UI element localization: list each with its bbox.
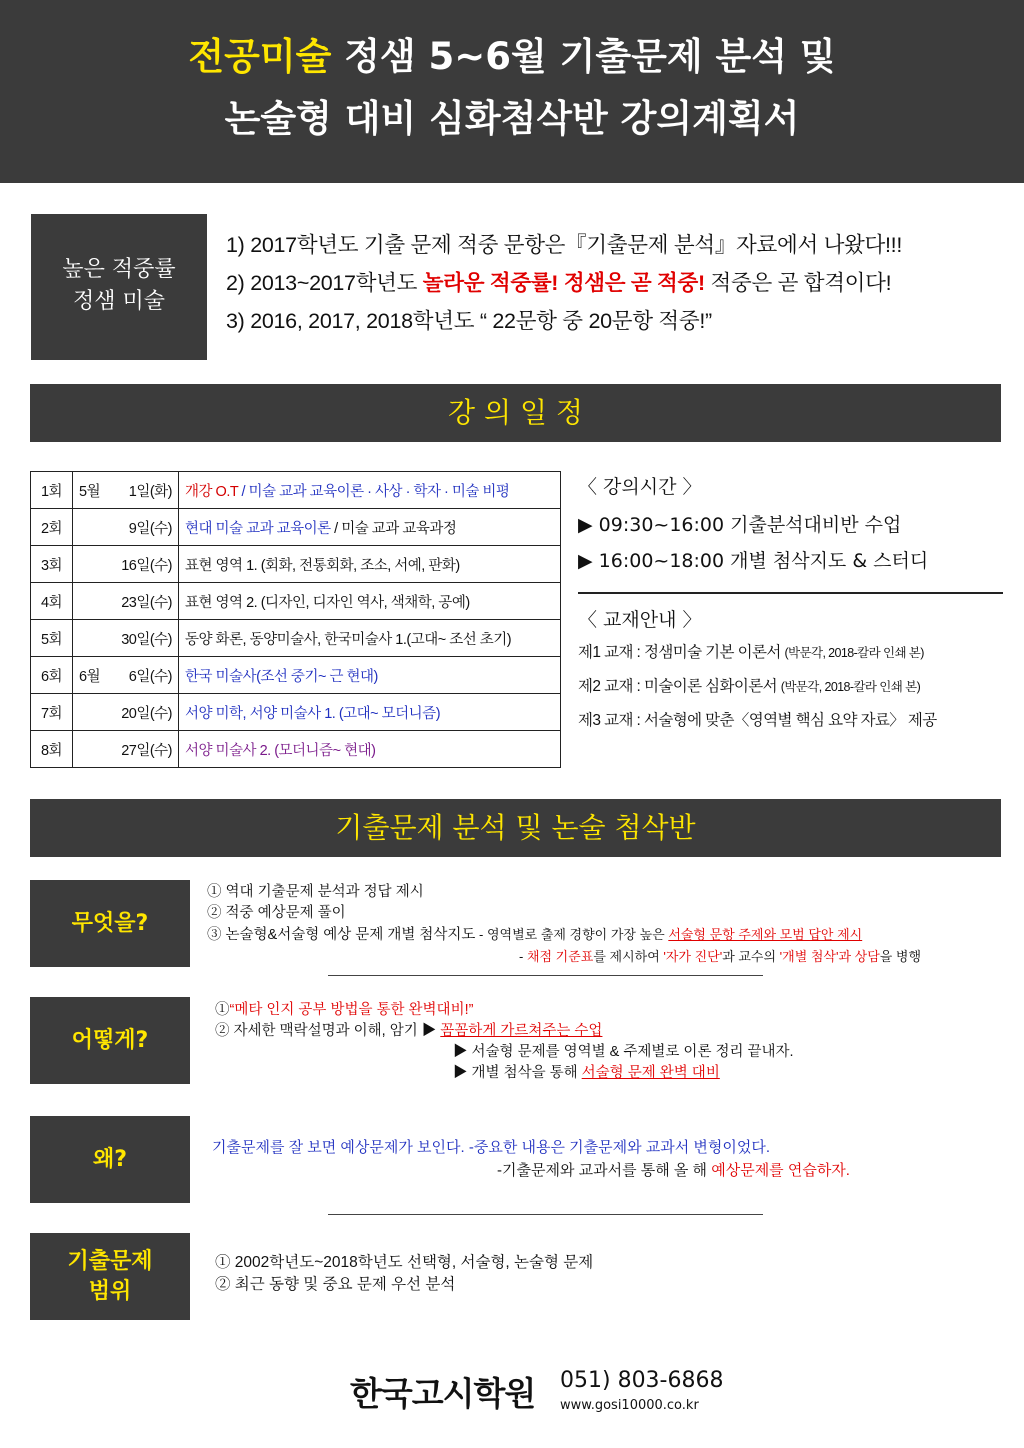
- schedule-date: [73, 657, 179, 694]
- textbook-row-2: [578, 670, 1024, 704]
- highlight-line-2-red: 놀라운 적중률! 정샘은 곧 적중!: [422, 271, 705, 295]
- why-line-1: [212, 1136, 850, 1159]
- what-line-3-note: - 영역별로 출제 경향이 가장 높은: [475, 927, 669, 942]
- textbook-info: [578, 604, 1024, 737]
- schedule-day: 20일(수): [121, 705, 172, 722]
- highlight-line-2: [226, 264, 1016, 302]
- what-line-1: ① 역대 기출문제 분석과 정답 제시: [207, 884, 424, 900]
- schedule-day: 27일(수): [121, 742, 172, 759]
- schedule-row: [31, 657, 561, 694]
- header-title-line1: [0, 34, 1024, 80]
- why-line-2-main: -기출문제와 교과서를 통해 올 해: [497, 1162, 712, 1179]
- range-line-1: ① 2002학년도~2018학년도 선택형, 서술형, 논술형 문제: [215, 1254, 594, 1271]
- what-line-2: ② 적중 예상문제 풀이: [207, 905, 346, 921]
- schedule-month: 5월: [79, 483, 101, 500]
- schedule-topic-text: 현대 미술 교과 교육이론: [185, 520, 331, 537]
- schedule-session-number: 4회: [31, 583, 73, 620]
- highlight-line-3: 3) 2016, 2017, 2018학년도 “ 22문항 중 20문항 적중!”: [226, 309, 712, 333]
- schedule-topic-text: 동양 화론, 동양미술사, 한국미술사 1.(고대~ 조선 초기): [185, 631, 512, 648]
- schedule-date: [73, 731, 179, 768]
- schedule-topic: [179, 583, 561, 620]
- what-line-4: [207, 946, 921, 967]
- schedule-topic: [179, 657, 561, 694]
- divider: [328, 1214, 763, 1215]
- range-label-line-1: 기출문제: [67, 1249, 153, 1274]
- range-label: [30, 1233, 190, 1320]
- what-line-3-red: 서술형 문항 주제와 모범 답안 제시: [668, 927, 863, 942]
- lecture-time-info: [578, 471, 1008, 579]
- schedule-topic-text: 표현 영역 2. (디자인, 디자인 역사, 색채학, 공예): [185, 594, 470, 611]
- schedule-topic-text: 서양 미술사 2. (모더니즘~ 현대): [185, 742, 376, 759]
- textbook-2-name: 제2 교재 : 미술이론 심화이론서: [578, 678, 781, 695]
- accuracy-highlights: [226, 226, 1016, 340]
- lecture-time-row-2: ▶ 16:00~18:00 개별 첨삭지도 & 스터디: [578, 550, 929, 572]
- why-line-1-blue: 기출문제를 잘 보면 예상문제가 보인다.: [212, 1139, 465, 1156]
- what-line-4-mid-2: 과 교수의: [722, 949, 780, 964]
- accuracy-label-box: [31, 214, 207, 360]
- schedule-topic: [179, 472, 561, 509]
- schedule-session-number: 6회: [31, 657, 73, 694]
- academy-phone: 051) 803-6868: [560, 1368, 724, 1393]
- how-line-1-red: “메타 인지 공부 방법을 통한 완벽대비!”: [229, 1002, 474, 1018]
- what-line-4-suffix: 을 병행: [879, 949, 922, 964]
- schedule-day: 23일(수): [121, 594, 172, 611]
- schedule-topic: [179, 620, 561, 657]
- schedule-row: [31, 694, 561, 731]
- why-content: [212, 1136, 850, 1182]
- accuracy-label-line2: 정샘 미술: [72, 289, 165, 314]
- academy-url[interactable]: www.gosi10000.co.kr: [560, 1398, 699, 1413]
- schedule-topic: [179, 731, 561, 768]
- how-content: [215, 1000, 794, 1084]
- what-line-4-mid-1: 를 제시하여: [593, 949, 664, 964]
- divider: [328, 975, 763, 976]
- academy-logo: 한국고시학원: [350, 1374, 536, 1413]
- accuracy-label-line1: 높은 적중률: [62, 257, 176, 282]
- how-line-1: [215, 1000, 794, 1021]
- what-line-3-main: ③ 논술형&서술형 예상 문제 개별 첨삭지도: [207, 927, 476, 943]
- schedule-topic-text: 한국 미술사(조선 중기~ 근 현대): [185, 668, 378, 685]
- schedule-date: [73, 509, 179, 546]
- schedule-session-number: 5회: [31, 620, 73, 657]
- what-content: [207, 882, 921, 967]
- header-title-rest: 정샘 5~6월 기출문제 분석 및: [331, 35, 836, 78]
- schedule-date: [73, 620, 179, 657]
- what-line-4-red-3: '개별 첨삭'과 상담: [779, 949, 880, 964]
- range-label-line-2: 범위: [88, 1279, 132, 1304]
- header-title-highlight: 전공미술: [188, 35, 332, 78]
- how-line-1-prefix: ①: [215, 1002, 230, 1018]
- why-line-2-red: 예상문제를 연습하자.: [711, 1162, 850, 1179]
- what-line-3: [207, 924, 921, 946]
- how-line-2-main: ② 자세한 맥락설명과 이해, 암기 ▶: [215, 1023, 441, 1039]
- schedule-day: 30일(수): [121, 631, 172, 648]
- how-line-3: ▶ 서술형 문제를 영역별 & 주제별로 이론 정리 끝내자.: [453, 1044, 794, 1060]
- schedule-date: [73, 694, 179, 731]
- schedule-section-title: 강 의 일 정: [30, 384, 1001, 442]
- schedule-session-number: 8회: [31, 731, 73, 768]
- why-line-2: [212, 1159, 850, 1182]
- schedule-day: 16일(수): [121, 557, 172, 574]
- highlight-line-1: 1) 2017학년도 기출 문제 적중 문항은『기출문제 분석』자료에서 나왔다!!!: [226, 233, 903, 257]
- schedule-date: [73, 583, 179, 620]
- schedule-topic: [179, 694, 561, 731]
- textbook-title: 〈 교재안내 〉: [578, 609, 702, 631]
- highlight-line-2-suffix: 적중은 곧 합격이다!: [704, 271, 892, 295]
- page-header: [0, 0, 1024, 183]
- schedule-session-number: 2회: [31, 509, 73, 546]
- schedule-topic-text: 서양 미학, 서양 미술사 1. (고대~ 모더니즘): [185, 705, 441, 722]
- schedule-row: [31, 731, 561, 768]
- schedule-day: 6일(수): [128, 668, 172, 685]
- what-line-4-prefix: -: [519, 949, 527, 964]
- schedule-day: 9일(수): [128, 520, 172, 537]
- schedule-row: [31, 546, 561, 583]
- schedule-topic: [179, 546, 561, 583]
- highlight-line-2-prefix: 2) 2013~2017학년도: [226, 271, 423, 295]
- schedule-row: [31, 583, 561, 620]
- schedule-month: 6월: [79, 668, 101, 685]
- how-label: 어떻게?: [30, 997, 190, 1084]
- schedule-session-number: 1회: [31, 472, 73, 509]
- how-line-4-red: 서술형 문제 완벽 대비: [581, 1065, 720, 1081]
- what-line-4-red-1: 채점 기준표: [526, 949, 594, 964]
- schedule-topic-text-2: / 미술 교과 교육과정: [330, 520, 457, 537]
- schedule-date: [73, 546, 179, 583]
- textbook-1-name: 제1 교재 : 정샘미술 기본 이론서: [578, 644, 785, 661]
- range-line-2: ② 최근 동향 및 중요 문제 우선 분석: [215, 1276, 456, 1293]
- schedule-session-number: 3회: [31, 546, 73, 583]
- schedule-table: [30, 471, 561, 768]
- how-line-2-red: 꼼꼼하게 가르쳐주는 수업: [440, 1023, 603, 1039]
- why-label: 왜?: [30, 1116, 190, 1203]
- textbook-row-1: [578, 636, 1024, 670]
- what-line-4-red-2: '자가 진단': [663, 949, 723, 964]
- how-line-2: [215, 1021, 794, 1042]
- how-line-4: [215, 1063, 794, 1084]
- divider: [578, 592, 1003, 594]
- schedule-day: 1일(화): [128, 483, 172, 500]
- lecture-time-row-1: ▶ 09:30~16:00 기출분석대비반 수업: [578, 514, 902, 536]
- schedule-topic: [179, 509, 561, 546]
- how-line-4-main: ▶ 개별 첨삭을 통해: [453, 1065, 582, 1081]
- why-line-1-blue-2: -중요한 내용은 기출문제와 교과서 변형이었다.: [464, 1139, 770, 1156]
- header-title-line2: 논술형 대비 심화첨삭반 강의계획서: [224, 97, 800, 140]
- schedule-row: [31, 472, 561, 509]
- schedule-topic-text: 개강 O.T / 미술 교과 교육이론 · 사상 · 학자 · 미술 비평: [185, 483, 510, 500]
- schedule-session-number: 7회: [31, 694, 73, 731]
- range-content: [215, 1252, 593, 1296]
- schedule-topic-text: 표현 영역 1. (회화, 전통회화, 조소, 서예, 판화): [185, 557, 460, 574]
- analysis-section-title: 기출문제 분석 및 논술 첨삭반: [30, 799, 1001, 857]
- lecture-time-title: 〈 강의시간 〉: [578, 476, 702, 498]
- textbook-row-3: 제3 교재 : 서술형에 맞춘〈영역별 핵심 요약 자료〉 제공: [578, 712, 937, 729]
- schedule-row: [31, 509, 561, 546]
- schedule-row: [31, 620, 561, 657]
- textbook-1-note: (박문각, 2018-칼라 인쇄 본): [784, 646, 924, 660]
- what-label: 무엇을?: [30, 880, 190, 967]
- schedule-date: [73, 472, 179, 509]
- textbook-2-note: (박문각, 2018-칼라 인쇄 본): [780, 680, 921, 694]
